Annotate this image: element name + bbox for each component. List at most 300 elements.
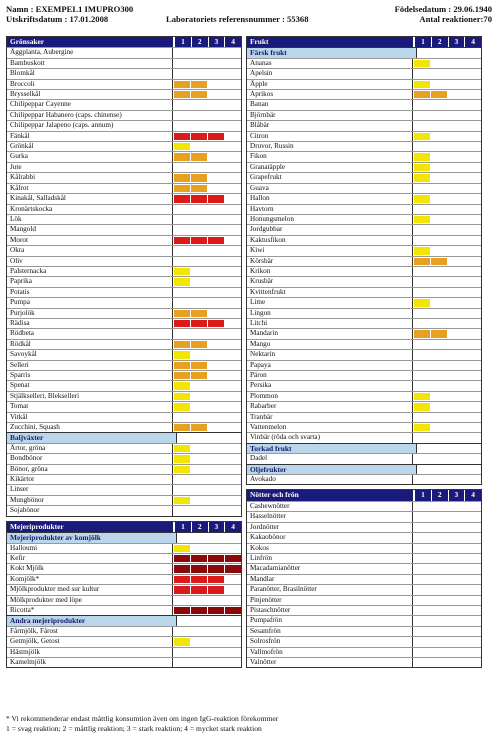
reaction-cell bbox=[465, 330, 481, 337]
food-row bbox=[7, 495, 241, 505]
food-row bbox=[7, 141, 241, 151]
reaction-cell bbox=[431, 226, 447, 233]
food-row bbox=[247, 318, 481, 328]
reaction-cell bbox=[191, 466, 207, 473]
reaction-cell bbox=[465, 164, 481, 171]
food-row bbox=[7, 151, 241, 161]
reaction-cell bbox=[208, 393, 224, 400]
category-header bbox=[247, 37, 481, 47]
reaction-bar bbox=[413, 554, 481, 563]
subcategory-fill bbox=[177, 432, 241, 442]
food-name: Oliv bbox=[7, 257, 173, 266]
reaction-cell bbox=[414, 659, 430, 666]
reaction-cell bbox=[431, 362, 447, 369]
reaction-cell bbox=[225, 586, 241, 593]
reaction-cell bbox=[431, 476, 447, 483]
category-header bbox=[247, 490, 481, 500]
food-name: Kvittenfrukt bbox=[247, 288, 413, 297]
reaction-cell bbox=[225, 565, 241, 572]
reaction-cell bbox=[191, 299, 207, 306]
reaction-cell bbox=[431, 330, 447, 337]
reaction-cell bbox=[414, 174, 430, 181]
left-column bbox=[6, 36, 242, 672]
reaction-bar bbox=[173, 225, 241, 234]
food-row bbox=[7, 484, 241, 494]
reaction-cell bbox=[448, 330, 464, 337]
food-row bbox=[7, 626, 241, 636]
reaction-bar bbox=[173, 485, 241, 494]
reaction-cell bbox=[414, 310, 430, 317]
reaction-cell bbox=[208, 497, 224, 504]
food-name: Pumpafrön bbox=[247, 616, 413, 625]
subcategory-title: Andra mejeriprodukter bbox=[7, 615, 177, 625]
food-row bbox=[7, 245, 241, 255]
reaction-cell bbox=[225, 268, 241, 275]
food-name: Stjälkselleri, Blekselleri bbox=[7, 392, 173, 401]
reaction-bar bbox=[413, 298, 481, 307]
reaction-cell bbox=[431, 403, 447, 410]
food-name: Honungsmelon bbox=[247, 215, 413, 224]
food-row bbox=[7, 47, 241, 57]
food-name: Kamelmjölk bbox=[7, 658, 173, 667]
reaction-cell bbox=[431, 247, 447, 254]
reaction-bar bbox=[413, 132, 481, 141]
food-row bbox=[7, 474, 241, 484]
food-row bbox=[7, 276, 241, 286]
food-name: Citron bbox=[247, 132, 413, 141]
reaction-cell bbox=[191, 330, 207, 337]
reaction-cell bbox=[414, 414, 430, 421]
reaction-bar bbox=[413, 319, 481, 328]
reaction-cell bbox=[465, 503, 481, 510]
reaction-cell bbox=[225, 174, 241, 181]
reaction-cell bbox=[174, 341, 190, 348]
footnotes bbox=[6, 714, 278, 734]
reaction-cell bbox=[414, 403, 430, 410]
food-name: Macadamianötter bbox=[247, 564, 413, 573]
reaction-cell bbox=[448, 382, 464, 389]
reaction-bar bbox=[413, 402, 481, 411]
food-row bbox=[7, 505, 241, 515]
food-row bbox=[247, 401, 481, 411]
reaction-bar bbox=[173, 454, 241, 463]
reaction-cell bbox=[448, 586, 464, 593]
category-title: Nötter och frön bbox=[247, 490, 414, 500]
food-name: Lime bbox=[247, 298, 413, 307]
food-name: Chilipeppar Cayenne bbox=[7, 100, 173, 109]
food-row bbox=[7, 256, 241, 266]
food-name: Blomkål bbox=[7, 69, 173, 78]
reaction-cell bbox=[174, 247, 190, 254]
reaction-cell bbox=[208, 476, 224, 483]
reaction-cell bbox=[225, 206, 241, 213]
reaction-cell bbox=[414, 70, 430, 77]
reaction-cell bbox=[414, 638, 430, 645]
food-name: Fikon bbox=[247, 152, 413, 161]
reaction-cell bbox=[208, 424, 224, 431]
reaction-cell bbox=[225, 382, 241, 389]
reaction-cell bbox=[191, 497, 207, 504]
food-row bbox=[247, 162, 481, 172]
reaction-cell bbox=[448, 434, 464, 441]
reaction-cell bbox=[208, 289, 224, 296]
food-row bbox=[7, 605, 241, 615]
food-row bbox=[247, 68, 481, 78]
reaction-cell bbox=[414, 185, 430, 192]
reaction-cell bbox=[414, 628, 430, 635]
reaction-cell bbox=[431, 310, 447, 317]
reaction-cell bbox=[414, 565, 430, 572]
reaction-cell bbox=[174, 289, 190, 296]
reaction-cell bbox=[191, 351, 207, 358]
reaction-cell bbox=[174, 185, 190, 192]
reaction-cell bbox=[208, 545, 224, 552]
reaction-cell bbox=[448, 659, 464, 666]
reaction-cell bbox=[208, 597, 224, 604]
reaction-cell bbox=[465, 320, 481, 327]
reaction-cell bbox=[225, 476, 241, 483]
reaction-cell bbox=[191, 258, 207, 265]
reaction-cell bbox=[414, 289, 430, 296]
reaction-bar bbox=[173, 575, 241, 584]
reaction-cell bbox=[414, 299, 430, 306]
reaction-bar bbox=[413, 194, 481, 203]
food-row bbox=[7, 297, 241, 307]
reaction-cell bbox=[225, 607, 241, 614]
reaction-cell bbox=[225, 320, 241, 327]
food-name: Mungbönor bbox=[7, 496, 173, 505]
reaction-cell bbox=[174, 382, 190, 389]
level-label: 3 bbox=[208, 37, 225, 47]
food-row bbox=[7, 224, 241, 234]
reaction-bar bbox=[413, 371, 481, 380]
reaction-cell bbox=[174, 586, 190, 593]
reaction-cell bbox=[414, 649, 430, 656]
reaction-cell bbox=[208, 341, 224, 348]
reaction-bar bbox=[173, 288, 241, 297]
reaction-bar bbox=[413, 423, 481, 432]
reaction-cell bbox=[431, 206, 447, 213]
reaction-cell bbox=[414, 351, 430, 358]
reaction-cell bbox=[465, 372, 481, 379]
food-name: Persika bbox=[247, 381, 413, 390]
reaction-cell bbox=[225, 299, 241, 306]
reaction-cell bbox=[191, 237, 207, 244]
reaction-bar bbox=[173, 163, 241, 172]
reaction-cell bbox=[225, 362, 241, 369]
reaction-cell bbox=[208, 455, 224, 462]
reaction-bar bbox=[413, 329, 481, 338]
reaction-cell bbox=[225, 455, 241, 462]
reaction-cell bbox=[174, 555, 190, 562]
food-name: Sojabönor bbox=[7, 506, 173, 515]
reaction-bar bbox=[413, 658, 481, 667]
reaction-cell bbox=[414, 424, 430, 431]
reaction-bar bbox=[173, 90, 241, 99]
food-row bbox=[247, 595, 481, 605]
food-row bbox=[7, 595, 241, 605]
food-name: Kronärtskocka bbox=[7, 205, 173, 214]
food-name: Savoykål bbox=[7, 350, 173, 359]
reaction-cell bbox=[225, 659, 241, 666]
food-name: Kinakål, Salladskål bbox=[7, 194, 173, 203]
food-row bbox=[247, 626, 481, 636]
reaction-cell bbox=[191, 49, 207, 56]
reaction-bar bbox=[413, 277, 481, 286]
reaction-cell bbox=[208, 81, 224, 88]
category-title: Mejeriprodukter bbox=[7, 522, 174, 532]
reaction-cell bbox=[448, 565, 464, 572]
food-row bbox=[247, 360, 481, 370]
reaction-bar bbox=[413, 544, 481, 553]
reaction-cell bbox=[174, 597, 190, 604]
reaction-bar bbox=[173, 658, 241, 667]
reaction-bar bbox=[173, 627, 241, 636]
reaction-bar bbox=[173, 444, 241, 453]
reaction-cell bbox=[448, 91, 464, 98]
reaction-cell bbox=[208, 299, 224, 306]
reaction-cell bbox=[414, 101, 430, 108]
food-name: Lingon bbox=[247, 309, 413, 318]
reaction-cell bbox=[448, 122, 464, 129]
reaction-cell bbox=[465, 351, 481, 358]
food-name: Aprikos bbox=[247, 90, 413, 99]
reaction-cell bbox=[465, 310, 481, 317]
reaction-cell bbox=[431, 607, 447, 614]
food-row bbox=[247, 235, 481, 245]
reaction-cell bbox=[414, 586, 430, 593]
reaction-bar bbox=[173, 564, 241, 573]
food-name: Hallon bbox=[247, 194, 413, 203]
reaction-cell bbox=[465, 565, 481, 572]
reaction-cell bbox=[208, 112, 224, 119]
food-name: Hasselnötter bbox=[247, 512, 413, 521]
reaction-cell bbox=[208, 164, 224, 171]
reaction-cell bbox=[225, 486, 241, 493]
reaction-cell bbox=[225, 91, 241, 98]
food-name: Kiwi bbox=[247, 246, 413, 255]
food-row bbox=[247, 636, 481, 646]
reaction-cell bbox=[174, 112, 190, 119]
food-name: Linfrön bbox=[247, 554, 413, 563]
reaction-cell bbox=[191, 403, 207, 410]
reaction-cell bbox=[448, 403, 464, 410]
reaction-cell bbox=[465, 455, 481, 462]
reaction-cell bbox=[174, 216, 190, 223]
food-name: Kaktusfikon bbox=[247, 236, 413, 245]
food-row bbox=[247, 183, 481, 193]
reaction-cell bbox=[465, 476, 481, 483]
subcategory-title: Baljväxter bbox=[7, 432, 177, 442]
level-label: 4 bbox=[224, 522, 241, 532]
reaction-cell bbox=[225, 466, 241, 473]
reaction-cell bbox=[174, 659, 190, 666]
reaction-bar bbox=[173, 48, 241, 57]
reaction-cell bbox=[174, 91, 190, 98]
reaction-cell bbox=[174, 330, 190, 337]
food-row bbox=[7, 422, 241, 432]
reaction-bar bbox=[173, 205, 241, 214]
reaction-bar bbox=[413, 90, 481, 99]
reaction-cell bbox=[448, 206, 464, 213]
food-name: Brysselkål bbox=[7, 90, 173, 99]
subcategory-title: Oljefrukter bbox=[247, 464, 417, 474]
reaction-bar bbox=[413, 381, 481, 390]
reaction-cell bbox=[225, 164, 241, 171]
food-row bbox=[7, 370, 241, 380]
food-name: Kokt Mjölk bbox=[7, 564, 173, 573]
reaction-cell bbox=[191, 320, 207, 327]
reaction-cell bbox=[465, 659, 481, 666]
reaction-cell bbox=[465, 81, 481, 88]
food-name: Pistaschnötter bbox=[247, 606, 413, 615]
category-table bbox=[6, 36, 242, 517]
reaction-cell bbox=[414, 81, 430, 88]
reaction-bar bbox=[413, 215, 481, 224]
food-row bbox=[7, 657, 241, 667]
reaction-cell bbox=[414, 434, 430, 441]
food-name: Bönor, gröna bbox=[7, 465, 173, 474]
reaction-bar bbox=[173, 496, 241, 505]
reaction-cell bbox=[431, 268, 447, 275]
reaction-bar bbox=[413, 309, 481, 318]
reaction-cell bbox=[448, 81, 464, 88]
reaction-bar bbox=[413, 121, 481, 130]
reaction-cell bbox=[225, 122, 241, 129]
subcategory-title: Torkad frukt bbox=[247, 443, 417, 453]
level-label: 1 bbox=[414, 37, 431, 47]
food-row bbox=[247, 511, 481, 521]
food-name: Rödkål bbox=[7, 340, 173, 349]
reaction-cell bbox=[431, 434, 447, 441]
reaction-cell bbox=[465, 393, 481, 400]
reaction-cell bbox=[208, 237, 224, 244]
reaction-cell bbox=[208, 507, 224, 514]
reaction-cell bbox=[465, 524, 481, 531]
reaction-cell bbox=[191, 153, 207, 160]
reaction-cell bbox=[191, 445, 207, 452]
food-name: Äggplanta, Aubergine bbox=[7, 48, 173, 57]
food-name: Björnbär bbox=[247, 111, 413, 120]
reaction-cell bbox=[414, 320, 430, 327]
category-title: Frukt bbox=[247, 37, 414, 47]
food-row bbox=[7, 412, 241, 422]
reaction-bar bbox=[413, 616, 481, 625]
food-name: Krikon bbox=[247, 267, 413, 276]
food-row bbox=[7, 453, 241, 463]
reaction-cell bbox=[208, 278, 224, 285]
reaction-cell bbox=[448, 185, 464, 192]
reaction-bar bbox=[413, 59, 481, 68]
reaction-cell bbox=[191, 310, 207, 317]
reaction-cell bbox=[191, 226, 207, 233]
reaction-bar bbox=[173, 465, 241, 474]
reaction-cell bbox=[448, 247, 464, 254]
reaction-cell bbox=[225, 628, 241, 635]
reaction-cell bbox=[448, 455, 464, 462]
reaction-cell bbox=[191, 195, 207, 202]
food-name: Broccoli bbox=[7, 80, 173, 89]
food-row bbox=[247, 204, 481, 214]
reaction-cell bbox=[465, 112, 481, 119]
reaction-cell bbox=[225, 310, 241, 317]
food-row bbox=[247, 151, 481, 161]
reaction-cell bbox=[431, 341, 447, 348]
food-name: Kokos bbox=[247, 544, 413, 553]
food-row bbox=[7, 214, 241, 224]
reaction-cell bbox=[448, 320, 464, 327]
reaction-cell bbox=[414, 60, 430, 67]
food-name: Chilipeppar Jalapeno (caps. annum) bbox=[7, 121, 173, 130]
food-row bbox=[247, 412, 481, 422]
reaction-bar bbox=[413, 475, 481, 484]
reaction-cell bbox=[431, 414, 447, 421]
food-name: Pinjenötter bbox=[247, 596, 413, 605]
reaction-cell bbox=[448, 174, 464, 181]
level-label: 4 bbox=[464, 490, 481, 500]
reaction-cell bbox=[465, 414, 481, 421]
reaction-cell bbox=[191, 164, 207, 171]
reaction-bar bbox=[173, 554, 241, 563]
food-row bbox=[247, 605, 481, 615]
reaction-cell bbox=[431, 81, 447, 88]
food-row bbox=[7, 287, 241, 297]
reaction-cell bbox=[174, 466, 190, 473]
reaction-cell bbox=[431, 617, 447, 624]
reaction-cell bbox=[448, 258, 464, 265]
reaction-cell bbox=[208, 372, 224, 379]
reaction-bar bbox=[173, 236, 241, 245]
reaction-cell bbox=[191, 70, 207, 77]
reaction-cell bbox=[208, 659, 224, 666]
reaction-cell bbox=[448, 524, 464, 531]
birth-date: Födelsedatum : 29.06.1940 bbox=[394, 4, 492, 14]
reaction-cell bbox=[414, 278, 430, 285]
reaction-count: Antal reaktioner:70 bbox=[419, 14, 492, 24]
reaction-cell bbox=[465, 258, 481, 265]
reaction-cell bbox=[225, 258, 241, 265]
reaction-cell bbox=[174, 299, 190, 306]
reaction-bar bbox=[413, 69, 481, 78]
level-label: 3 bbox=[448, 37, 465, 47]
reaction-bar bbox=[413, 413, 481, 422]
reaction-cell bbox=[225, 237, 241, 244]
level-label: 1 bbox=[414, 490, 431, 500]
reaction-bar bbox=[173, 361, 241, 370]
food-row bbox=[247, 474, 481, 484]
reaction-cell bbox=[225, 372, 241, 379]
reaction-cell bbox=[208, 466, 224, 473]
food-row bbox=[247, 141, 481, 151]
food-row bbox=[247, 647, 481, 657]
food-row bbox=[7, 266, 241, 276]
food-name: Ricotta* bbox=[7, 606, 173, 615]
reaction-cell bbox=[414, 258, 430, 265]
reaction-cell bbox=[191, 382, 207, 389]
food-name: Rabarber bbox=[247, 402, 413, 411]
reaction-bar bbox=[413, 152, 481, 161]
food-name: Krusbär bbox=[247, 277, 413, 286]
reaction-cell bbox=[208, 565, 224, 572]
category-header bbox=[7, 522, 241, 532]
food-row bbox=[247, 422, 481, 432]
reaction-bar bbox=[173, 423, 241, 432]
food-name: Kefir bbox=[7, 554, 173, 563]
level-label: 4 bbox=[224, 37, 241, 47]
footnote-legend: 1 = svag reaktion; 2 = måttlig reaktion; 3 = stark reaktion; 4 = mycket stark reaktion bbox=[6, 724, 262, 733]
reaction-cell bbox=[431, 372, 447, 379]
reaction-cell bbox=[174, 49, 190, 56]
